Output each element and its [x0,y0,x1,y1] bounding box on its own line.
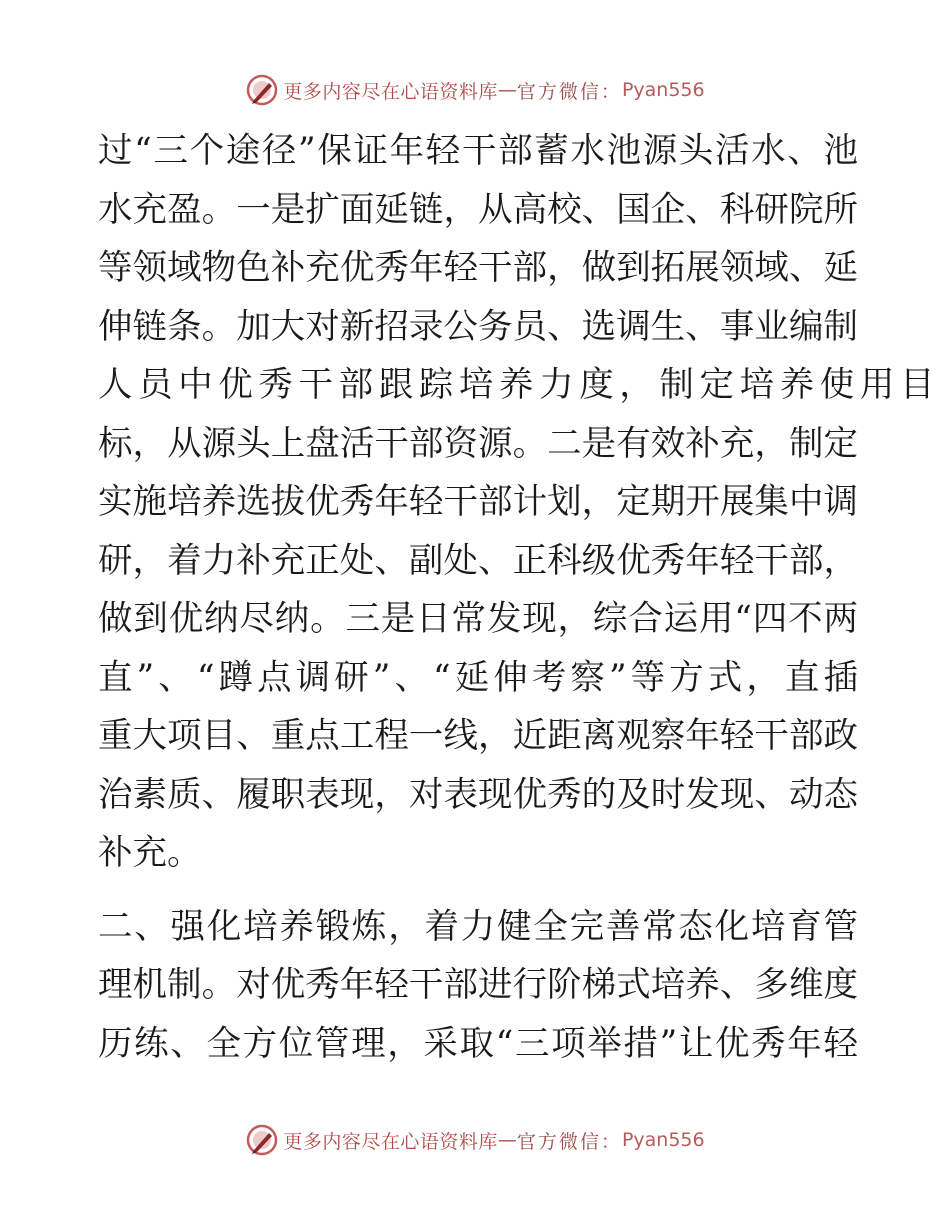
watermark-wechat-label: 官方微信： [516,1130,622,1153]
text-line: 理机制。对优秀年轻干部进行阶梯式培养、多维度 [98,965,858,1005]
text-line: 标，从源头上盘活干部资源。二是有效补充，制定 [98,423,858,464]
text-line: 伸链条。加大对新招录公务员、选调生、事业编制 [98,306,858,347]
watermark-separator: — [497,1129,517,1151]
text-line: 历练、全方位管理，采取“三项举措”让优秀年轻 [98,1023,858,1064]
document-body [98,122,941,1073]
text-line: 重大项目、重点工程一线，近距离观察年轻干部政 [98,716,858,756]
text-line: 补充。 [98,833,202,873]
footer-watermark [0,1120,950,1160]
watermark-wechat-id: Pyan556 [621,79,705,101]
section-heading-line: 二、强化培养锻炼，着力健全完善常态化培育管 [98,906,858,947]
pen-logo-icon [245,73,279,107]
watermark-wechat-label: 官方微信： [516,80,622,103]
text-line: 过“三个途径”保证年轻干部蓄水池源头活水、池 [98,131,858,171]
watermark-brand: 更多内容尽在心语资料库 [283,1130,498,1153]
text-line: 等领域物色补充优秀年轻干部，做到拓展领域、延 [98,248,858,288]
text-line: 人员中优秀干部跟踪培养力度，制定培养使用目 [98,365,941,405]
text-line: 直”、“蹲点调研”、“延伸考察”等方式，直插 [98,657,858,698]
text-line: 做到优纳尽纳。三是日常发现，综合运用“四不两 [98,599,858,639]
paragraph-gap [98,883,858,898]
header-watermark [0,70,950,110]
text-line: 实施培养选拔优秀年轻干部计划，定期开展集中调 [98,482,858,522]
text-line: 治素质、履职表现，对表现优秀的及时发现、动态 [98,774,858,815]
watermark-wechat-id: Pyan556 [621,1129,705,1151]
text-line: 研，着力补充正处、副处、正科级优秀年轻干部， [98,540,858,581]
watermark-brand: 更多内容尽在心语资料库 [283,80,498,103]
watermark-separator: — [497,79,517,101]
text-line: 水充盈。一是扩面延链，从高校、国企、科研院所 [98,189,858,230]
pen-logo-icon [245,1123,279,1157]
